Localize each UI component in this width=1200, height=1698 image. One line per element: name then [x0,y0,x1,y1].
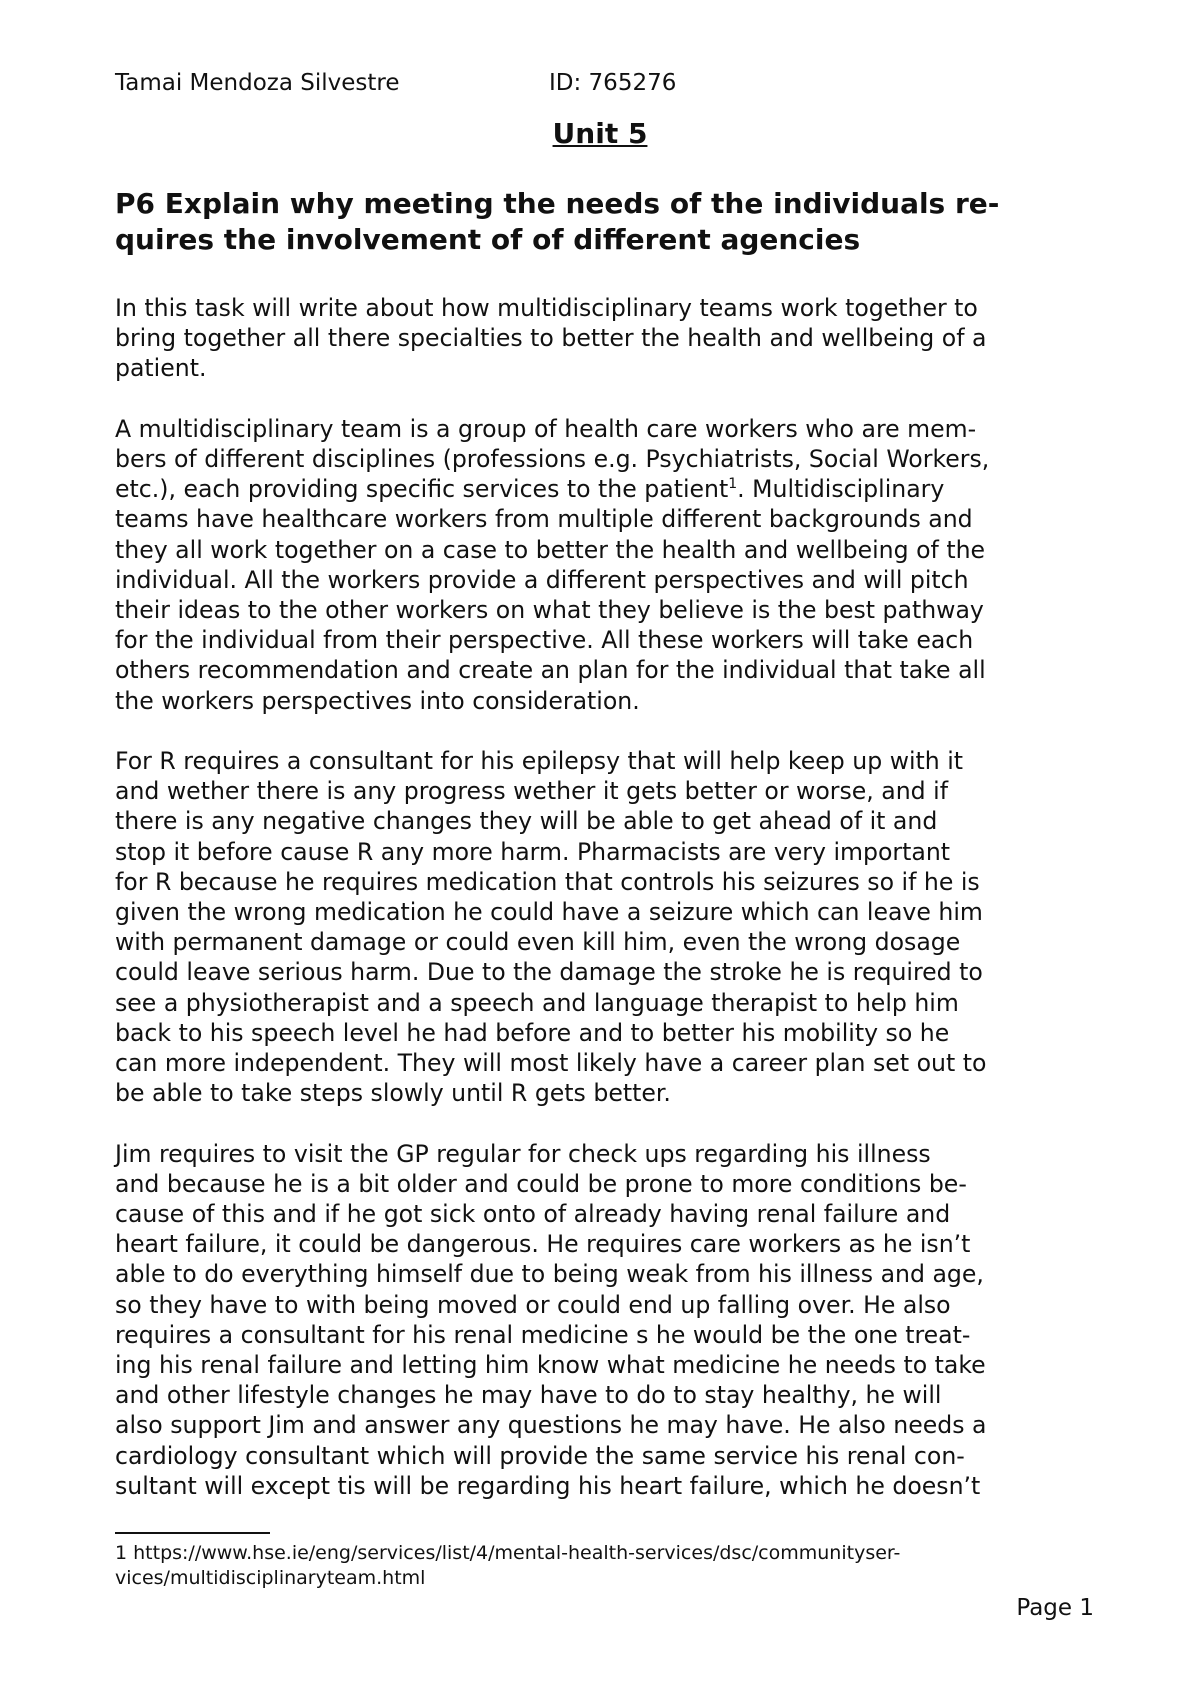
text-line: sultant will except tis will be regarding his heart failure, which he doesn’t [115,1471,981,1500]
text-line: For R requires a consultant for his epilepsy that will help keep up with it [115,747,964,776]
text-line: back to his speech level he had before and to better his mobility so he [115,1018,950,1047]
text-line: also support Jim and answer any questions he may have. He also needs a [115,1411,987,1440]
document-body [115,293,1090,1501]
text-line: A multidisciplinary team is a group of health care workers who are mem- [115,414,977,443]
text-line: requires a consultant for his renal medicine s he would be the one treat- [115,1320,971,1349]
text-line: etc.), each providing specific services to the patient [115,475,729,504]
footnote-divider [115,1532,270,1534]
text-line: cardiology consultant which will provide the same service his renal con- [115,1441,965,1470]
footnote-reference[interactable]: 1 [728,476,738,493]
text-line: their ideas to the other workers on what they believe is the best pathway [115,596,984,625]
text-line: given the wrong medication he could have a seizure which can leave him [115,898,983,927]
text-line: so they have to with being moved or could end up falling over. He also [115,1290,951,1319]
task-heading [115,186,1085,258]
text-line: In this task will write about how multidisciplinary teams work together to [115,294,978,322]
text-line: bers of different disciplines (professions e.g. Psychiatrists, Social Workers, [115,445,990,473]
author-name: Tamai Mendoza Silvestre [115,70,400,96]
footnote-line-2[interactable]: vices/multidisciplinaryteam.html [115,1567,426,1589]
text-line: bring together all there specialties to better the health and wellbeing of a [115,324,987,353]
paragraph-introduction [115,293,1090,384]
task-heading-line-1: P6 Explain why meeting the needs of the individuals re- [115,187,1000,220]
text-line: individual. All the workers provide a different perspectives and will pitch [115,565,969,594]
text-line: the workers perspectives into consideration. [115,686,640,715]
task-heading-line-2: quires the involvement of of different agencies [115,223,861,256]
footnote-line-1[interactable]: 1 https://www.hse.ie/eng/services/list/4/mental-health-services/dsc/communityser- [115,1542,901,1564]
page-number: Page 1 [1016,1595,1094,1621]
text-line: Jim requires to visit the GP regular for check ups regarding his illness [115,1139,931,1168]
text-line: stop it before cause R any more harm. Pharmacists are very important [115,837,951,866]
paragraph-multidisciplinary-team [115,414,1090,716]
text-line: cause of this and if he got sick onto of already having renal failure and [115,1200,951,1229]
text-line: others recommendation and create an plan for the individual that take all [115,656,986,685]
text-line: for the individual from their perspective. All these workers will take each [115,626,974,655]
text-line: teams have healthcare workers from multiple different backgrounds and [115,505,973,534]
text-line: heart failure, it could be dangerous. He requires care workers as he isn’t [115,1230,971,1259]
text-line: could leave serious harm. Due to the damage the stroke he is required to [115,958,983,987]
text-line: and because he is a bit older and could be prone to more conditions be- [115,1169,967,1198]
text-line: and wether there is any progress wether it gets better or worse, and if [115,777,949,806]
text-line: can more independent. They will most likely have a career plan set out to [115,1049,987,1078]
text-line: patient. [115,354,207,383]
student-id: ID: 765276 [549,70,677,96]
footnote [115,1541,1090,1591]
page-header [115,70,1085,104]
text-line: able to do everything himself due to being weak from his illness and age, [115,1260,984,1289]
text-line: they all work together on a case to better the health and wellbeing of the [115,535,986,564]
text-line: ing his renal failure and letting him know what medicine he needs to take [115,1351,986,1380]
text-line: for R because he requires medication that controls his seizures so if he is [115,867,980,896]
paragraph-jim-needs [115,1139,1090,1501]
text-line: . Multidisciplinary [737,475,945,504]
text-line: be able to take steps slowly until R gets better. [115,1079,671,1108]
text-line: with permanent damage or could even kill him, even the wrong dosage [115,928,961,957]
unit-title: Unit 5 [552,117,648,150]
paragraph-r-needs [115,746,1090,1108]
text-line: there is any negative changes they will be able to get ahead of it and [115,807,938,836]
text-line: and other lifestyle changes he may have to do to stay healthy, he will [115,1381,942,1410]
text-line: see a physiotherapist and a speech and language therapist to help him [115,988,959,1017]
